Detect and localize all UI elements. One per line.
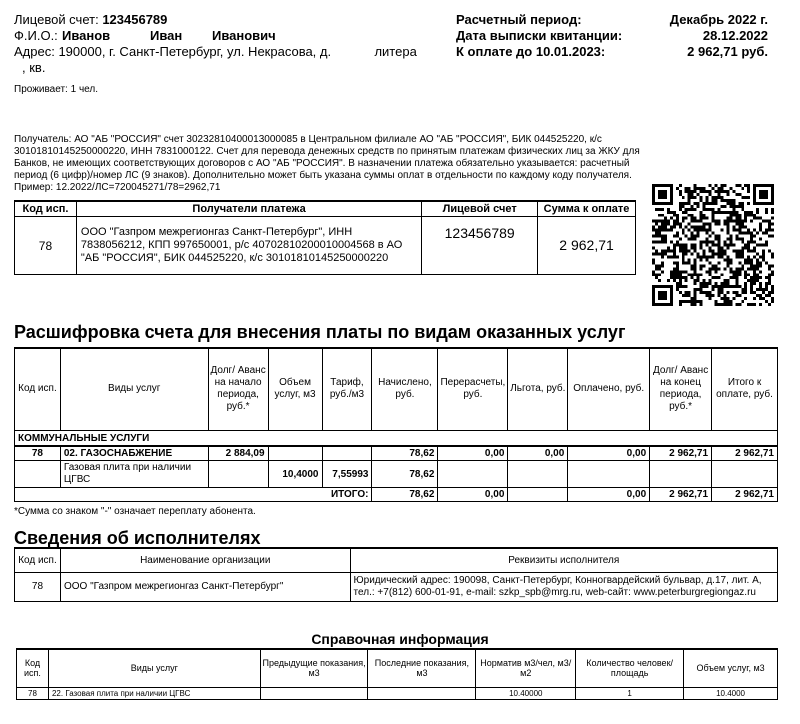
recipient-details: Получатель: АО "АБ "РОССИЯ" счет 30232810400013000085 в Центральном филиале АО "АБ "РОССИЯ", БИК 044525220, к/с 30101810145250000220, ИНН 7831000122. Счет для перевода денежных средств по принятым платежам физических лиц за ЖКУ для Банков, не имеющих соответствующих договоров с АО "АБ "РОССИЯ". В назначении платежа обязательно указывается: расчетный период (6 цифр)/номер ЛС (9 знаков). Дополнительно может быть указана суммы оплат в отдельности по каждому коду получателя. Пример: 12.2022/ЛС=720045271/78=2962,71 [14, 134, 640, 193]
ref-col-code: Код исп. [17, 649, 49, 687]
total-sum: 2 962,71 [712, 488, 778, 502]
address-value: 190000, г. Санкт-Петербург, ул. Некрасова, д. [58, 44, 332, 59]
billing-summary [456, 12, 768, 60]
col-code: Код исп. [15, 348, 61, 430]
service-debt-end: 2 962,71 [650, 446, 712, 461]
exe-col-details: Реквизиты исполнителя [350, 548, 777, 572]
header-code: Код исп. [15, 201, 77, 217]
subservice-tariff: 7,55993 [322, 461, 372, 488]
service-debt-start: 2 884,09 [208, 446, 268, 461]
ref-col-last: Последние показания, м3 [368, 649, 476, 687]
residents-count: Проживает: 1 чел. [14, 84, 98, 95]
service-paid: 0,00 [568, 446, 650, 461]
account-number: 123456789 [102, 12, 168, 27]
qr-code [652, 184, 774, 306]
breakdown-title: Расшифровка счета для внесения платы по видам оказанных услуг [14, 322, 626, 342]
subservice-name: Газовая плита при наличии ЦГВС [60, 461, 208, 488]
table-row [17, 687, 778, 699]
col-recalc: Перерасчеты, руб. [438, 348, 508, 430]
col-debt-end: Долг/ Аванс на конец периода, руб.* [650, 348, 712, 430]
patronymic: Иванович [212, 28, 276, 43]
period-value: Декабрь 2022 г. [669, 12, 768, 27]
ref-col-norm: Норматив м3/чел, м3/м2 [476, 649, 576, 687]
recipient-name: ООО "Газпром межрегионгаз Санкт-Петербург", ИНН 7838056212, КПП 997650001, р/с 40702810200010004568 в АО "АБ "РОССИЯ", БИК 044525220, к/с 30101810145250000220 [76, 217, 421, 275]
total-debt-end: 2 962,71 [650, 488, 712, 502]
payment-recipients-table [14, 200, 636, 275]
service-name: 02. ГАЗОСНАБЖЕНИЕ [60, 446, 208, 461]
exe-col-code: Код исп. [15, 548, 61, 572]
header-amount: Сумма к оплате [538, 201, 636, 217]
first-name: Иван [150, 28, 183, 43]
group-label: КОММУНАЛЬНЫЕ УСЛУГИ [15, 430, 778, 446]
apartment-label: , кв. [22, 60, 46, 75]
header-recipient: Получатели платежа [76, 201, 421, 217]
account-info [14, 12, 444, 76]
table-row [15, 461, 778, 488]
executors-table [14, 547, 778, 602]
ref-col-volume: Объем услуг, м3 [684, 649, 778, 687]
litera-label: литера [374, 44, 417, 59]
col-accrued: Начислено, руб. [372, 348, 438, 430]
issue-date-label: Дата выписки квитанции: [456, 28, 623, 43]
ref-people: 1 [576, 687, 684, 699]
reference-table [16, 648, 778, 700]
executor-details: Юридический адрес: 190098, Санкт-Петербург, Конногвардейский бульвар, д.17, лит. А, тел.: +7(812) 600-01-91, e-mail: szkp_spb@mrg.ru, web-сайт: www.peterburgregiongaz.ru [350, 572, 777, 601]
col-benefit: Льгота, руб. [508, 348, 568, 430]
ref-code: 78 [17, 687, 49, 699]
col-volume: Объем услуг, м3 [268, 348, 322, 430]
recipient-code: 78 [15, 217, 77, 275]
ref-service: 22. Газовая плита при наличии ЦГВС [48, 687, 260, 699]
executor-name: ООО "Газпром межрегионгаз Санкт-Петербург" [60, 572, 350, 601]
total-paid: 0,00 [568, 488, 650, 502]
table-row [15, 217, 636, 275]
table-row [15, 446, 778, 461]
subservice-accrued: 78,62 [372, 461, 438, 488]
last-name: Иванов [62, 28, 111, 43]
ref-norm: 10.40000 [476, 687, 576, 699]
col-debt-start: Долг/ Аванс на начало периода, руб.* [208, 348, 268, 430]
reference-title: Справочная информация [311, 631, 489, 647]
col-paid: Оплачено, руб. [568, 348, 650, 430]
header-account: Лицевой счет [422, 201, 538, 217]
fio-label: Ф.И.О.: [14, 28, 58, 43]
service-recalc: 0,00 [438, 446, 508, 461]
address-label: Адрес: [14, 44, 55, 59]
col-service: Виды услуг [60, 348, 208, 430]
subservice-volume: 10,4000 [268, 461, 322, 488]
ref-col-people: Количество человек/ площадь [576, 649, 684, 687]
col-total: Итого к оплате, руб. [712, 348, 778, 430]
ref-prev [260, 687, 368, 699]
group-row [15, 430, 778, 446]
ref-last [368, 687, 476, 699]
col-tariff: Тариф, руб./м3 [322, 348, 372, 430]
issue-date-value: 28.12.2022 [702, 28, 768, 43]
ref-volume: 10.4000 [684, 687, 778, 699]
recipient-amount: 2 962,71 [538, 217, 636, 275]
ref-col-service: Виды услуг [48, 649, 260, 687]
footnote: *Сумма со знаком "-" означает переплату абонента. [14, 506, 256, 517]
recipient-account: 123456789 [422, 217, 538, 275]
executor-code: 78 [15, 572, 61, 601]
service-benefit: 0,00 [508, 446, 568, 461]
total-row [15, 488, 778, 502]
total-label: ИТОГО: [15, 488, 372, 502]
due-label: К оплате до 10.01.2023: [456, 44, 606, 59]
services-breakdown-table [14, 347, 778, 502]
service-accrued: 78,62 [372, 446, 438, 461]
table-row [15, 572, 778, 601]
due-amount: 2 962,71 руб. [687, 44, 768, 59]
exe-col-name: Наименование организации [60, 548, 350, 572]
period-label: Расчетный период: [456, 12, 582, 27]
service-total: 2 962,71 [712, 446, 778, 461]
account-label: Лицевой счет: [14, 12, 99, 27]
total-accrued: 78,62 [372, 488, 438, 502]
executors-title: Сведения об исполнителях [14, 528, 261, 548]
service-code: 78 [15, 446, 61, 461]
ref-col-prev: Предыдущие показания, м3 [260, 649, 368, 687]
total-recalc: 0,00 [438, 488, 508, 502]
